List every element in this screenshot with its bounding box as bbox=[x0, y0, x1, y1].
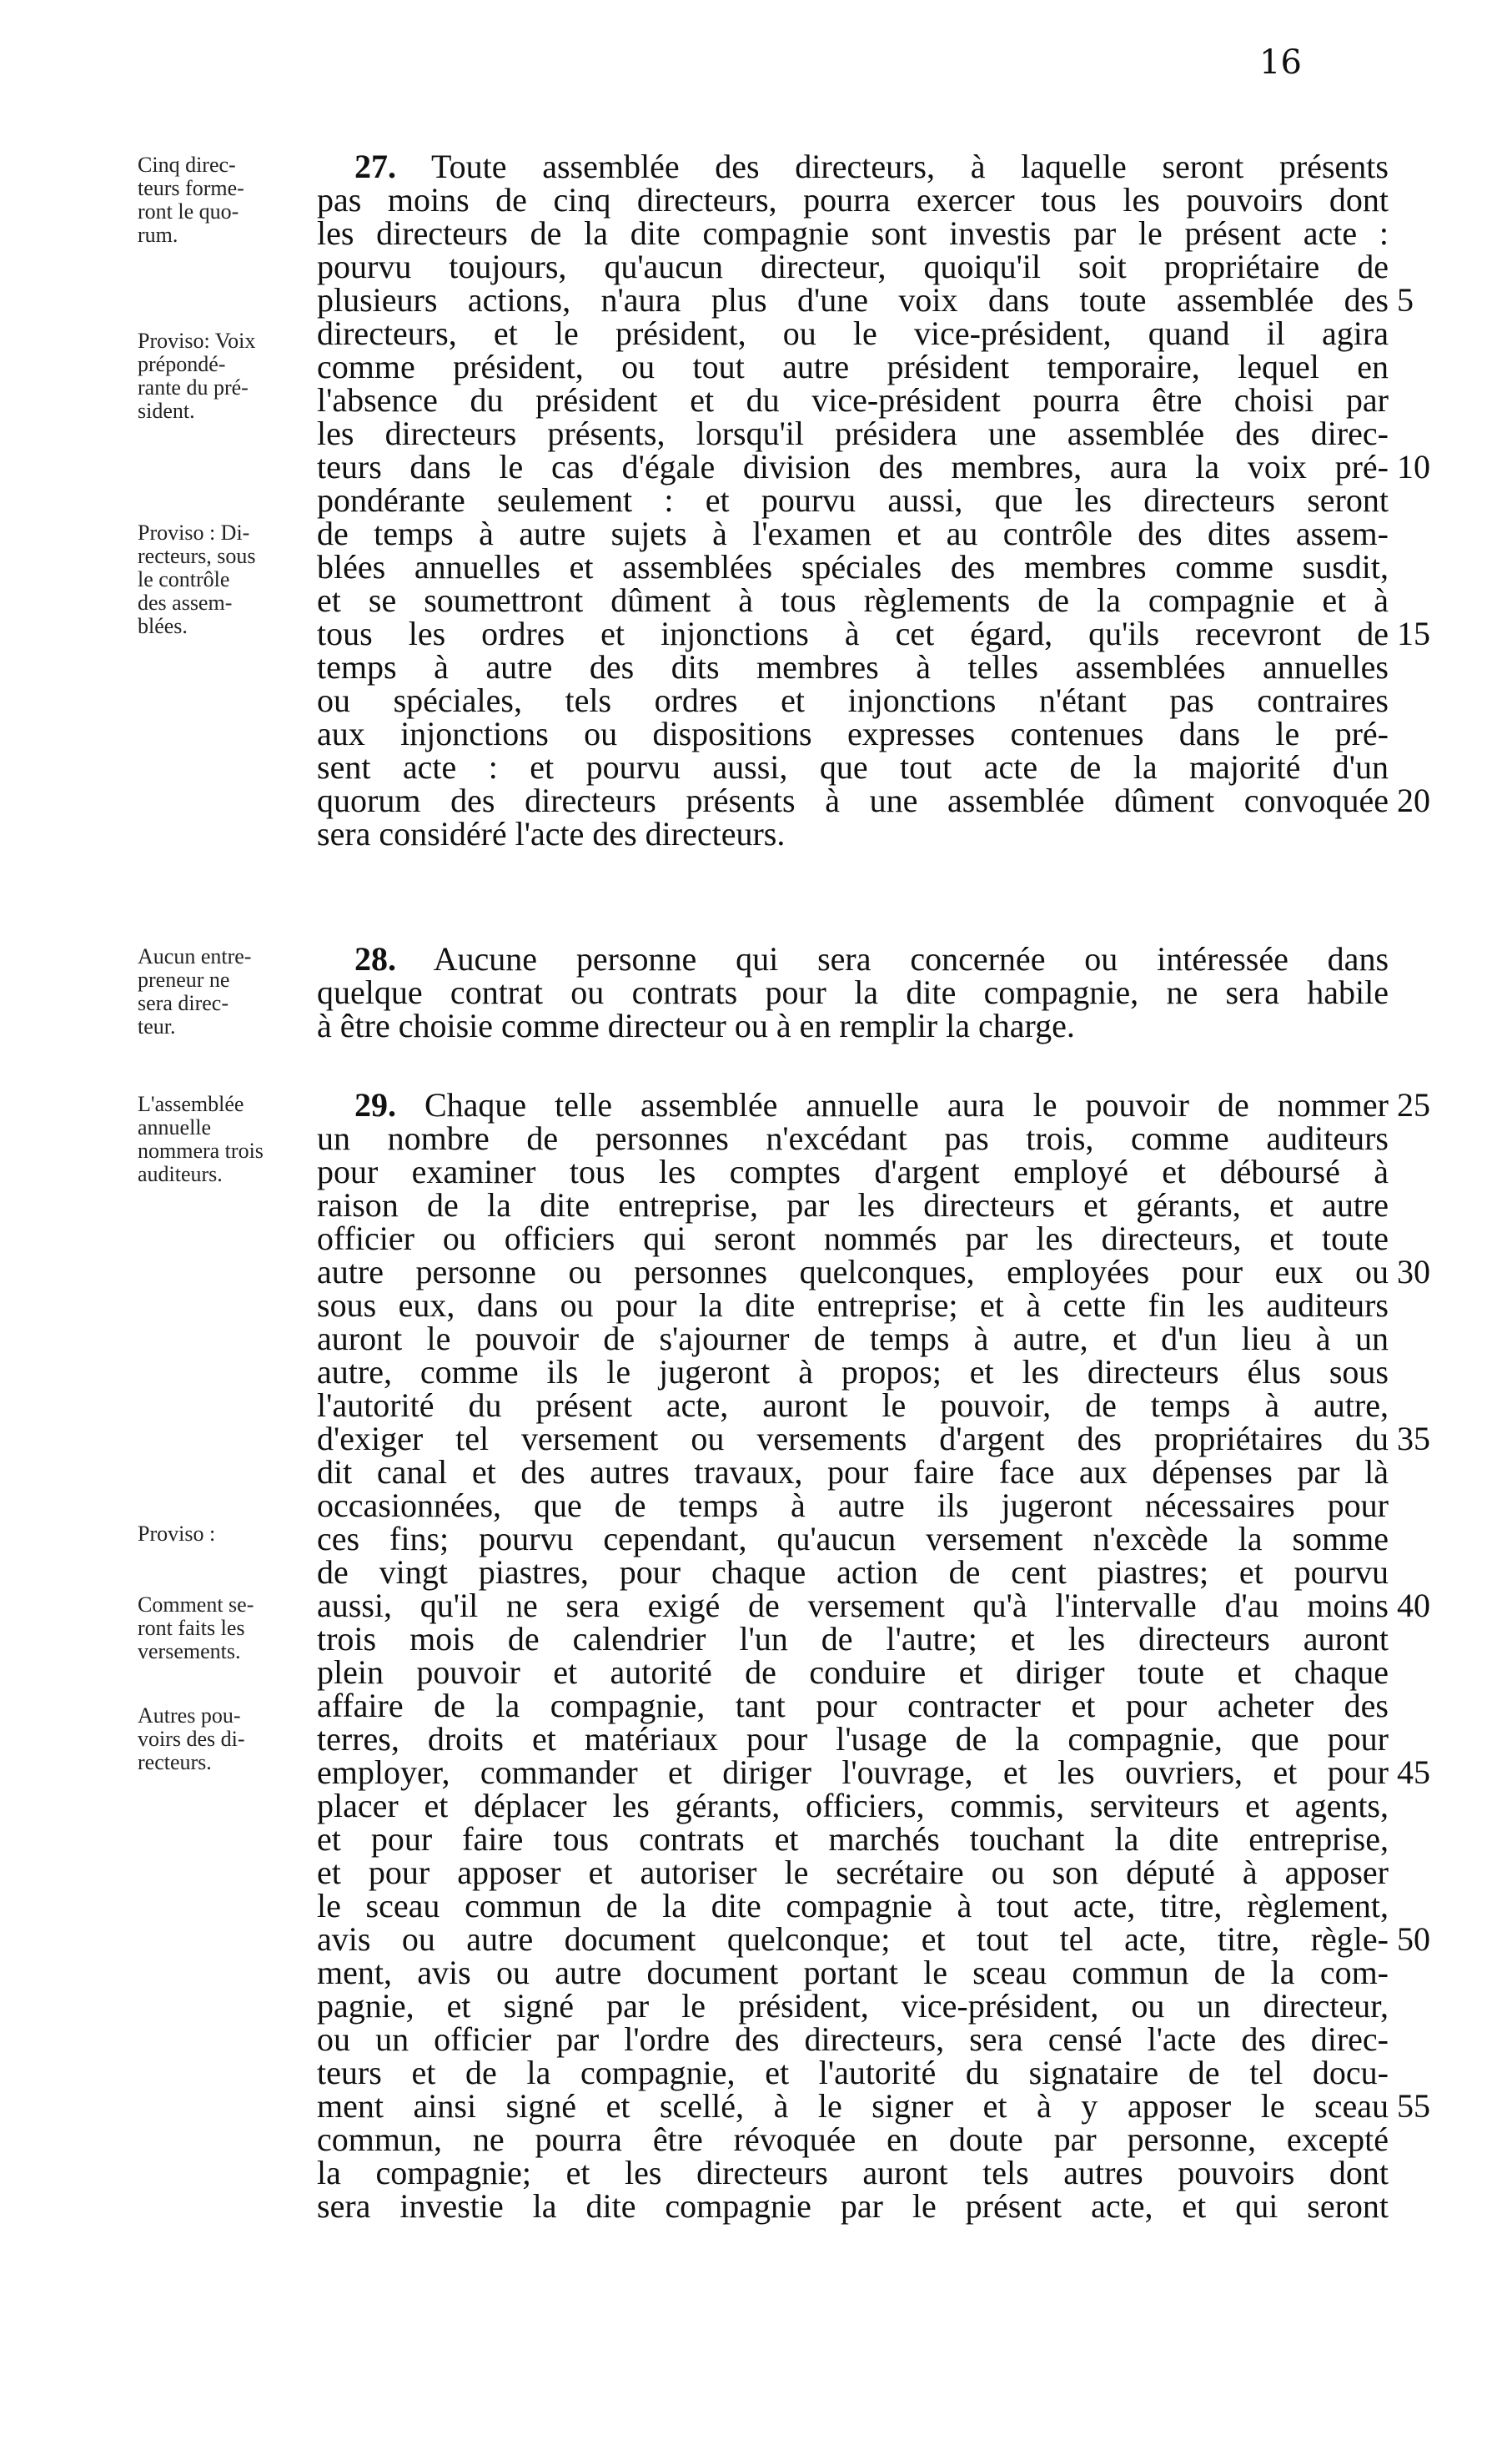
line-number: 25 bbox=[1397, 1086, 1430, 1124]
margin-note-voix-preponderante: Proviso: Voix prépondé- rante du pré- sident. bbox=[138, 329, 256, 423]
text-line: commun, ne pourra être révoquée en doute par personne, excepté bbox=[317, 2120, 1389, 2158]
text-line: avis ou autre document quelconque; et tout tel acte, titre, règle- bbox=[317, 1920, 1389, 1958]
line-number: 20 bbox=[1397, 782, 1430, 819]
margin-note-controle-assemblees: Proviso : Di- recteurs, sous le contrôle des assem- blées. bbox=[138, 521, 256, 638]
text-line: employer, commander et diriger l'ouvrage, et les ouvriers, et pour bbox=[317, 1753, 1389, 1791]
section-28 bbox=[317, 940, 1389, 1044]
text-line: quorum des directeurs présents à une assemblée dûment convoquée bbox=[317, 782, 1389, 819]
text-line: pondérante seulement : et pourvu aussi, que les directeurs seront bbox=[317, 481, 1389, 519]
text-line: comme président, ou tout autre président temporaire, lequel en bbox=[317, 348, 1389, 385]
text-line: placer et déplacer les gérants, officiers, commis, serviteurs et agents, bbox=[317, 1787, 1389, 1824]
line-number: 45 bbox=[1397, 1753, 1430, 1791]
text-line: les directeurs présents, lorsqu'il présidera une assemblée des direc- bbox=[317, 415, 1389, 452]
text-line: officier ou officiers qui seront nommés par les directeurs, et toute bbox=[317, 1220, 1389, 1257]
text-line: 28. Aucune personne qui sera concernée ou intéressée dans bbox=[354, 940, 1389, 978]
text-line: blées annuelles et assemblées spéciales des membres comme susdit, bbox=[317, 548, 1389, 586]
text-line: affaire de la compagnie, tant pour contracter et pour acheter des bbox=[317, 1687, 1389, 1724]
text-line: plusieurs actions, n'aura plus d'une voix dans toute assemblée des bbox=[317, 281, 1389, 319]
text-line: sous eux, dans ou pour la dite entreprise; et à cette fin les auditeurs bbox=[317, 1286, 1389, 1324]
text-line: d'exiger tel versement ou versements d'argent des propriétaires du bbox=[317, 1420, 1389, 1457]
text-line: pagnie, et signé par le président, vice-président, ou un directeur, bbox=[317, 1987, 1389, 2025]
text-line: temps à autre des dits membres à telles assemblées annuelles bbox=[317, 648, 1389, 686]
page-number: 16 bbox=[1259, 43, 1302, 82]
text-line: la compagnie; et les directeurs auront tels autres pouvoirs dont bbox=[317, 2154, 1389, 2191]
line-number: 35 bbox=[1397, 1420, 1430, 1457]
text-line: plein pouvoir et autorité de conduire et diriger toute et chaque bbox=[317, 1653, 1389, 1691]
text-line: sent acte : et pourvu aussi, que tout acte de la majorité d'un bbox=[317, 748, 1389, 786]
text-line: trois mois de calendrier l'un de l'autre; et les directeurs auront bbox=[317, 1620, 1389, 1658]
text-line: teurs dans le cas d'égale division des membres, aura la voix pré- bbox=[317, 448, 1389, 485]
text-line: à être choisie comme directeur ou à en remplir la charge. bbox=[317, 1007, 1075, 1044]
text-line: et pour faire tous contrats et marchés touchant la dite entreprise, bbox=[317, 1820, 1389, 1858]
text-line: 29. Chaque telle assemblée annuelle aura le pouvoir de nommer bbox=[354, 1086, 1389, 1124]
text-line: et se soumettront dûment à tous règlements de la compagnie et à bbox=[317, 581, 1389, 619]
line-number: 50 bbox=[1397, 1920, 1430, 1958]
text-line: autre, comme ils le jugeront à propos; et les directeurs élus sous bbox=[317, 1353, 1389, 1391]
line-number: 40 bbox=[1397, 1587, 1430, 1624]
line-number: 10 bbox=[1397, 448, 1430, 485]
text-line: ment ainsi signé et scellé, à le signer et à y apposer le sceau bbox=[317, 2087, 1389, 2125]
section-number: 27. bbox=[354, 148, 396, 185]
text-line: pourvu toujours, qu'aucun directeur, quoiqu'il soit propriétaire de bbox=[317, 248, 1389, 285]
text-line: l'absence du président et du vice-président pourra être choisi par bbox=[317, 381, 1389, 419]
section-27 bbox=[317, 150, 1389, 851]
margin-note-versements: Comment se- ront faits les versements. bbox=[138, 1592, 254, 1663]
text-line: ou un officier par l'ordre des directeurs, sera censé l'acte des direc- bbox=[317, 2020, 1389, 2058]
text-line: aux injonctions ou dispositions expresses contenues dans le pré- bbox=[317, 715, 1389, 752]
text-line: les directeurs de la dite compagnie sont investis par le présent acte : bbox=[317, 214, 1389, 252]
text-line: teurs et de la compagnie, et l'autorité du signataire de tel docu- bbox=[317, 2054, 1389, 2091]
text-line: auront le pouvoir de s'ajourner de temps à autre, et d'un lieu à un bbox=[317, 1320, 1389, 1357]
text-line: quelque contrat ou contrats pour la dite compagnie, ne sera habile bbox=[317, 973, 1389, 1011]
margin-note-aucun-entrepreneur: Aucun entre- preneur ne sera direc- teur. bbox=[138, 944, 252, 1039]
margin-note-quorum: Cinq direc- teurs forme- ront le quo- rum. bbox=[138, 153, 244, 247]
text-line: le sceau commun de la dite compagnie à tout acte, titre, règlement, bbox=[317, 1887, 1389, 1924]
line-number: 30 bbox=[1397, 1253, 1430, 1290]
margin-note-autres-pouvoirs: Autres pou- voirs des di- recteurs. bbox=[138, 1703, 245, 1774]
text-line: sera considéré l'acte des directeurs. bbox=[317, 815, 786, 853]
text-line: occasionnées, que de temps à autre ils jugeront nécessaires pour bbox=[317, 1487, 1389, 1524]
text-line: de temps à autre sujets à l'examen et au contrôle des dites assem- bbox=[317, 515, 1389, 552]
text-line: sera investie la dite compagnie par le présent acte, et qui seront bbox=[317, 2187, 1389, 2225]
text-line: de vingt piastres, pour chaque action de cent piastres; et pourvu bbox=[317, 1553, 1389, 1591]
section-number: 28. bbox=[354, 940, 396, 978]
text-line: aussi, qu'il ne sera exigé de versement qu'à l'intervalle d'au moins bbox=[317, 1587, 1389, 1624]
text-line: autre personne ou personnes quelconques, employées pour eux ou bbox=[317, 1253, 1389, 1290]
text-line: dit canal et des autres travaux, pour faire face aux dépenses par là bbox=[317, 1453, 1389, 1491]
margin-note-proviso: Proviso : bbox=[138, 1522, 216, 1546]
text-line: l'autorité du présent acte, auront le pouvoir, de temps à autre, bbox=[317, 1386, 1389, 1424]
text-line: ces fins; pourvu cependant, qu'aucun versement n'excède la somme bbox=[317, 1520, 1389, 1557]
margin-note-auditeurs: L'assemblée annuelle nommera trois auditeurs. bbox=[138, 1092, 264, 1186]
text-line: un nombre de personnes n'excédant pas trois, comme auditeurs bbox=[317, 1119, 1389, 1157]
text-line: pour examiner tous les comptes d'argent employé et déboursé à bbox=[317, 1153, 1389, 1190]
line-number: 15 bbox=[1397, 615, 1430, 652]
text-line: ment, avis ou autre document portant le sceau commun de la com- bbox=[317, 1954, 1389, 1991]
text-line: pas moins de cinq directeurs, pourra exercer tous les pouvoirs dont bbox=[317, 181, 1389, 219]
line-number: 55 bbox=[1397, 2087, 1430, 2125]
text-line: tous les ordres et injonctions à cet égard, qu'ils recevront de bbox=[317, 615, 1389, 652]
text-line: 27. Toute assemblée des directeurs, à laquelle seront présents bbox=[354, 148, 1389, 185]
text-line: ou spéciales, tels ordres et injonctions n'étant pas contraires bbox=[317, 682, 1389, 719]
text-line: terres, droits et matériaux pour l'usage de la compagnie, que pour bbox=[317, 1720, 1389, 1758]
section-29 bbox=[317, 1086, 1389, 2225]
line-number: 5 bbox=[1397, 281, 1414, 319]
text-line: directeurs, et le président, ou le vice-président, quand il agira bbox=[317, 314, 1389, 352]
section-number: 29. bbox=[354, 1086, 396, 1124]
text-line: et pour apposer et autoriser le secrétaire ou son député à apposer bbox=[317, 1854, 1389, 1891]
text-line: raison de la dite entreprise, par les directeurs et gérants, et autre bbox=[317, 1186, 1389, 1224]
